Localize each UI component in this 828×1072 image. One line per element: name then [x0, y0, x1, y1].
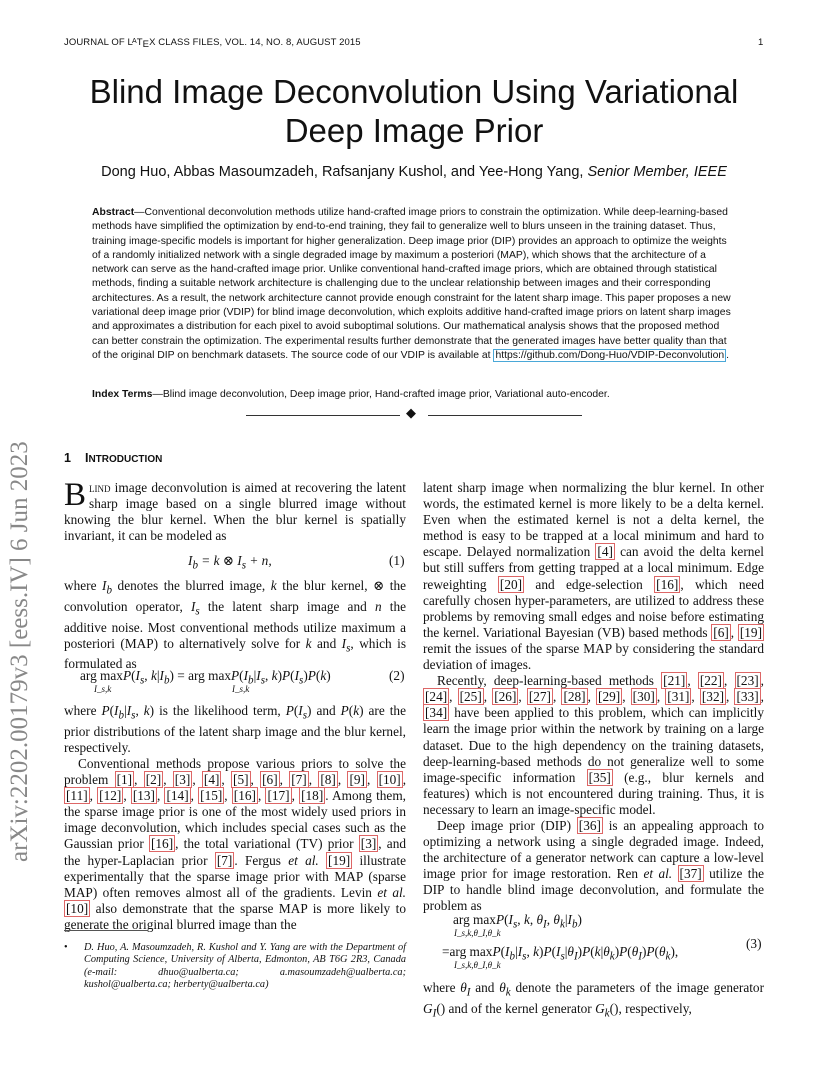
author-role: Senior Member, IEEE: [587, 164, 727, 180]
index-terms-text: —Blind image deconvolution, Deep image prior, Hand-crafted image prior, Variational auto-encoder.: [152, 389, 610, 400]
section-heading: [64, 451, 162, 465]
index-terms: [92, 389, 734, 400]
paper-title: Blind Image Deconvolution Using Variational Deep Image Prior: [89, 73, 739, 149]
equation-1: $I_b = k$ ⊗ $I_s + n$,: [188, 553, 272, 572]
left-column-p3: where $P(I_b|I_s$, k) is the likelihood term, $P(I_s)$ and P(k) are the prior distributions of the latent sharp image and the blur kernel, respectively. Conventional methods propose various priors to solve the problem [1] , [2] , [3] , [4] , [5] , [6] , [7] , [8] , [9] , [10] , [11] , [12] , [13] , [14] , [15] , [16] , [17] , [18] . Among them, the sparse image prior is one of the most widely used priors in image deconvolution, which includes special cases such as the Gaussian prior [16] , the total variational (TV) prior [3] , and the hyper-Laplacian prior [7] . Fergus et al. [19] illustrate experimentally that the sparse image prior with MAP (sparse MAP) often removes almost all of the gradients. Levin et al. [10] also demonstrate that the sparse MAP is more likely to generate the original blurred image than the: [64, 703, 407, 932]
dropcap: B: [64, 477, 87, 513]
code-link[interactable]: https://github.com/Dong-Huo/VDIP-Deconvolution: [495, 349, 725, 361]
abstract-label: Abstract: [92, 207, 135, 218]
right-column-p4: where $\theta_I$ and $\theta_k$ denote the parameters of the image generator $G_I()$ and of the kernel generator $G_k()$, respectively,: [423, 980, 764, 1020]
equation-3-sub-1: I_s,k,θ_I,θ_k: [454, 928, 501, 938]
right-column-p1: latent sharp image when normalizing the blur kernel. In other words, the estimated kernel is more likely to be a delta kernel. Even when the estimated kernel is not a delta kernel, the method is easy to be trapped at a local minimum and hard to escape. Delayed normalization [4] can avoid the delta kernel but still suffers from getting trapped at a local minimum. Edge reweighting [20] and edge-selection [16] , which need carefully chosen hyper-parameters, are utilized to address these problems by removing small edges and noise before estimating the kernel. Variational Bayesian (VB) based methods [6] , [19] remit the issues of the sparse MAP by considering the standard deviation of images. Recently, deep-learning-based methods [21] , [22] , [23] , [24] , [25] , [26] , [27] , [28] , [29] , [30] , [31] , [32] , [33] , [34] have been applied to this problem, which can implicitly learn the image prior within the network by training on a large dataset. Due to the high dependency on the training datasets, deep-learning-based methods do not generalize well to some image-specific information [35] (e.g., blur kernels and features) which is not encountered during training. Thus, it is necessary to learn an image-specific model. Deep image prior (DIP) [36] is an appealing approach to optimizing a network using a single degraded image. Indeed, the architecture of a generator network can capture a low-level image prior for image restoration. Ren et al. [37] utilize the DIP to handle blind image deconvolution, and formulate the problem as: [423, 480, 765, 914]
intro-p1: image deconvolution is aimed at recovering the latent sharp image based on a single blurred image without knowing the blur kernel. When the blur kernel is spatially invariant, it can be modeled as: [64, 480, 406, 544]
equation-1-number: (1): [389, 553, 405, 568]
equation-3-line2: =arg $\max P(I_b|I_s$, $k)P(I_s|\theta_I)P(k|\theta_k)P(\theta_I)P(\theta_k)$,: [442, 944, 679, 963]
section-number: 1: [64, 451, 71, 465]
arxiv-stamp: arXiv:2202.00179v3 [eess.IV] 6 Jun 2023: [6, 441, 33, 862]
equation-2: arg $\max P(I_s$, $k|I_b$) = arg $\max P(I_b|I_s$, $k)P(I_s)P(k)$: [80, 668, 331, 687]
footnote-rule: [64, 930, 148, 931]
divider-right: [428, 415, 582, 416]
footnote-text: D. Huo, A. Masoumzadeh, R. Kushol and Y. Yang are with the Department of Computing Science, University of Alberta, Edmonton, AB T6G 2R3, Canada (e-mail: dhuo@ualberta.ca; a.masoumzadeh@ualberta.ca; kushol@ualberta.ca; herberty@ualberta.ca): [84, 942, 406, 991]
left-column-p1: [64, 477, 406, 544]
running-header: JOURNAL OF $L^ATEX$ CLASS FILES, VOL. 14, NO. 8, AUGUST 2015: [64, 37, 361, 50]
abstract: [92, 206, 734, 363]
section-title: INTRODUCTION: [84, 451, 163, 465]
equation-2-sub-left: I_s,k: [94, 684, 112, 694]
dropcap-rest: lind: [89, 480, 111, 495]
equation-3-sub-2: I_s,k,θ_I,θ_k: [454, 960, 501, 970]
divider-diamond-icon: ◆: [406, 406, 416, 421]
authors: [0, 164, 828, 180]
equation-3-number: (3): [746, 936, 762, 951]
left-column-p2: where $I_b$ denotes the blurred image, k the blur kernel, ⊗ the convolution operator, $I_s$ the latent sharp image and n the additive noise. Most conventional methods utilize maximum a posteriori (MAP) to alternatively solve for k and $I_s$, which is formulated as: [64, 578, 407, 672]
footnote-bullet: •: [64, 942, 68, 953]
footnote: [64, 942, 406, 992]
page-number: 1: [758, 37, 764, 48]
abstract-end: .: [726, 349, 730, 361]
index-terms-label: Index Terms: [92, 389, 153, 400]
equation-2-sub-right: I_s,k: [232, 684, 250, 694]
author-names: Dong Huo, Abbas Masoumzadeh, Rafsanjany Kushol, and Yee-Hong Yang,: [101, 164, 588, 180]
divider-left: [246, 415, 400, 416]
equation-3-line1: arg $\max P(I_s$, k, $\theta_I$, $\theta_k|I_b$): [453, 912, 582, 931]
abstract-text: —Conventional deconvolution methods utilize hand-crafted image priors to constrain the optimization. While deep-learning-based methods have simplified the optimization by end-to-end training, they fail to generalize well to blurs unseen in the training dataset. Thus, training image-specific models is important for higher generalization. Deep image prior (DIP) provides an approach to optimize the weights of a randomly initialized network with a single degraded image by maximum a posteriori (MAP), which shows that the architecture of a network can serve as the hand-crafted image prior. Unlike conventional hand-crafted image priors, which are obtained through statistical methods, finding a suitable network architecture is challenging due to the unclear relationship between images and their corresponding architectures. As a result, the network architecture cannot provide enough constraint for the latent sharp image. This paper proposes a new variational deep image prior (VDIP) for blind image deconvolution, which exploits additive hand-crafted image priors on latent sharp images and approximates a distribution for each pixel to avoid suboptimal solutions. Our mathematical analysis shows that the proposed method can better constrain the optimization. The experimental results further demonstrate that the generated images have better quality than that of the original DIP on benchmark datasets. The source code of our VDIP is available at: [92, 207, 731, 361]
equation-2-number: (2): [389, 668, 405, 683]
